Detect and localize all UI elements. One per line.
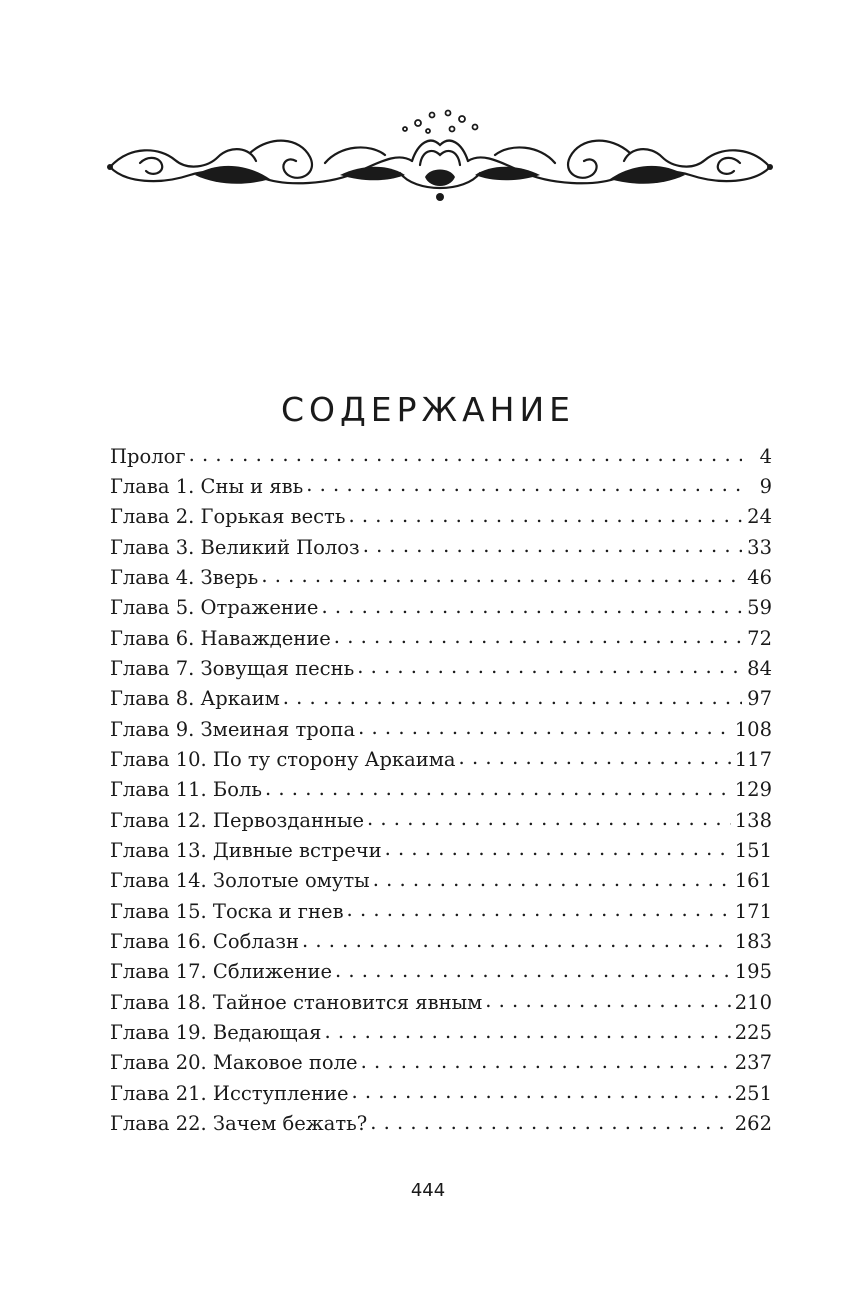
dot-leader [283,686,742,706]
toc-entry-page: 129 [734,778,772,802]
toc-entry[interactable] [110,564,772,594]
toc-entry[interactable] [110,534,772,564]
toc-entry-title: Глава 4. Зверь [110,565,259,589]
toc-entry-title: Глава 7. Зовущая песнь [110,656,355,680]
toc-entry-page: 33 [747,535,772,559]
toc-entry-page: 4 [759,444,772,468]
toc-entry-page: 24 [747,505,772,529]
toc-entry-title: Глава 13. Дивные встречи [110,838,382,862]
toc-entry[interactable] [110,807,772,837]
dot-leader [385,837,731,857]
toc-entry-title: Глава 16. Соблазн [110,930,299,953]
toc-entry-title: Глава 3. Великий Полоз [110,535,360,559]
toc-entry-page: 72 [747,626,772,650]
toc-entry-page: 84 [747,656,772,680]
toc-entry-title: Глава 6. Наваждение [110,626,331,650]
dot-leader [347,898,731,918]
dot-leader [335,959,731,979]
toc-entry[interactable] [110,595,772,625]
toc-entry[interactable] [110,868,772,898]
toc-entry[interactable] [110,929,772,959]
toc-entry[interactable] [110,898,772,928]
dot-leader [367,807,731,827]
page-title: СОДЕРЖАНИЕ [280,390,576,430]
toc-entry-page: 251 [734,1081,772,1105]
toc-entry[interactable] [110,959,772,989]
toc-entry[interactable] [110,686,772,716]
toc-entry-title: Глава 10. По ту сторону Аркаима [110,747,456,771]
toc-entry-page: 108 [734,717,772,741]
toc-entry-page: 262 [734,1112,772,1136]
dot-leader [189,443,742,463]
toc-entry-title: Глава 1. Сны и явь [110,474,304,498]
toc-entry-title: Глава 8. Аркаим [110,687,280,711]
toc-entry-title: Глава 11. Боль [110,778,263,802]
toc-entry-title: Глава 14. Золотые омуты [110,869,370,893]
toc-entry[interactable] [110,655,772,685]
toc-entry[interactable] [110,1080,772,1110]
toc-entry-page: 9 [759,474,772,498]
toc-entry-page: 59 [747,596,772,620]
toc-entry-title: Глава 19. Ведающая [110,1021,322,1045]
dot-leader [348,504,742,524]
dot-leader [261,564,742,584]
toc-entry[interactable] [110,837,772,867]
dot-leader [358,716,731,736]
toc-entry-page: 210 [734,990,772,1014]
toc-entry-page: 117 [734,747,772,771]
dot-leader [265,777,731,797]
toc-entry[interactable] [110,443,772,473]
toc-entry-page: 183 [734,930,772,953]
dot-leader [321,595,742,615]
toc-entry-title: Глава 22. Зачем бежать? [110,1112,368,1136]
toc-entry-page: 138 [734,808,772,832]
toc-entry-page: 195 [734,960,772,984]
dot-leader [357,655,742,675]
toc-entry-title: Глава 12. Первозданные [110,808,365,832]
toc-entry-title: Глава 5. Отражение [110,596,319,620]
dot-leader [361,1050,731,1070]
toc-entry[interactable] [110,1050,772,1080]
dot-leader [370,1111,731,1131]
toc-entry-page: 46 [747,565,772,589]
toc-entry-title: Глава 20. Маковое поле [110,1051,358,1075]
toc-entry-page: 97 [747,687,772,711]
dot-leader [302,929,731,949]
toc-entry-page: 171 [734,899,772,923]
dot-leader [485,989,731,1009]
toc-entry-page: 161 [734,869,772,893]
toc-entry-title: Глава 2. Горькая весть [110,505,346,529]
toc-entry-title: Пролог [110,444,186,468]
toc-entry[interactable] [110,1020,772,1050]
toc-entry-page: 237 [734,1051,772,1075]
dot-leader [324,1020,730,1040]
toc-entry[interactable] [110,746,772,776]
dot-leader [352,1080,731,1100]
toc-entry[interactable] [110,625,772,655]
decorative-flourish-icon [100,105,780,210]
dot-leader [363,534,742,554]
dot-leader [459,746,731,766]
toc-entry[interactable] [110,1111,772,1141]
dot-leader [373,868,731,888]
dot-leader [334,625,742,645]
toc-entry-title: Глава 21. Исступление [110,1081,349,1105]
toc-entry[interactable] [110,989,772,1019]
table-of-contents [110,443,772,1141]
toc-entry[interactable] [110,777,772,807]
toc-entry-title: Глава 9. Змеиная тропа [110,717,356,741]
toc-entry[interactable] [110,504,772,534]
toc-entry-title: Глава 18. Тайное становится явным [110,990,483,1014]
toc-entry-title: Глава 15. Тоска и гнев [110,899,344,923]
toc-entry[interactable] [110,716,772,746]
toc-entry-page: 225 [734,1021,772,1045]
toc-entry-page: 151 [734,838,772,862]
toc-entry-title: Глава 17. Сближение [110,960,332,984]
page-number: 444 [410,1180,446,1201]
toc-entry[interactable] [110,473,772,503]
dot-leader [306,473,742,493]
